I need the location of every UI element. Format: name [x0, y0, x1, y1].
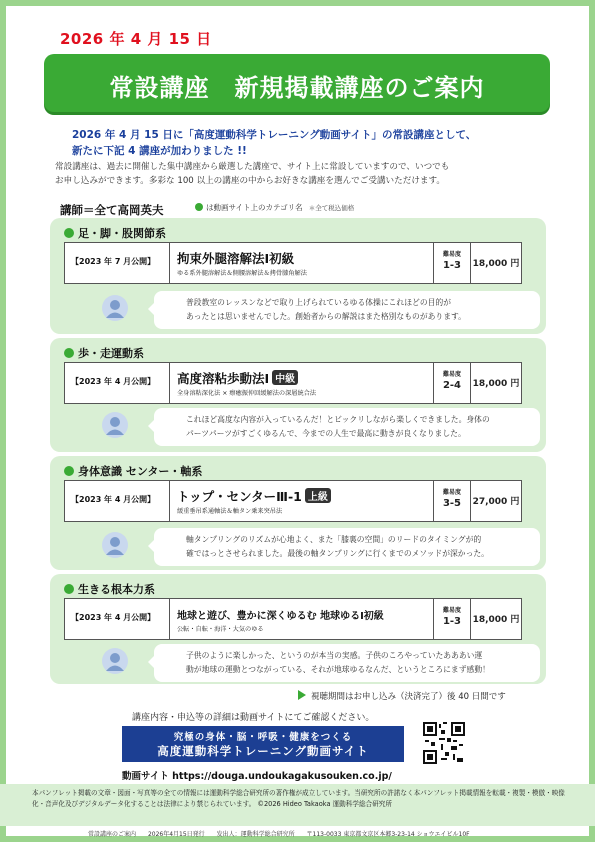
course-name-text: トップ・センターⅢ-1 [177, 489, 302, 504]
section-category: 身体意識 センター・軸系 [78, 465, 203, 478]
level-badge: 中級 [272, 370, 298, 385]
difficulty-value: 2-4 [442, 380, 462, 391]
testimonial-line-2: パーツパーツがすごくゆるんで、今までの人生で最高に動きが良くなりました。 [186, 429, 466, 438]
course-name-text: 拘束外腿溶解法Ⅰ初級 [177, 251, 295, 266]
section-title [64, 463, 202, 479]
section-title [64, 581, 155, 597]
course-published: 【2023 年 4 月公開】 [71, 613, 156, 622]
section-root-strength [50, 574, 546, 684]
course-price: 27,000 円 [472, 497, 520, 507]
qr-code-icon[interactable] [423, 722, 465, 764]
difficulty [435, 369, 469, 391]
divider [169, 481, 170, 521]
footer-address: 〒113-0033 東京都文京区本郷3-23-14 ショウエイビル10F [306, 831, 470, 838]
category-note [195, 202, 354, 213]
site-banner[interactable] [122, 726, 404, 762]
difficulty-value: 3-5 [442, 498, 462, 509]
banner-tagline: 究極の身体・脳・呼吸・健康をつくる [173, 732, 353, 743]
triangle-right-icon [298, 690, 306, 700]
testimonial-line-2: 動が地球の運動とつながっている、それが地球ゆるなんだ、というところにまず感動！ [186, 665, 490, 674]
section-title [64, 225, 166, 241]
course-price: 18,000 円 [472, 259, 520, 269]
course-price: 18,000 円 [472, 379, 520, 389]
difficulty-label: 難易度 [442, 251, 461, 258]
course-name-text: 地球と遊び、豊かに深くゆるむ 地球ゆるⅠ初級 [177, 611, 384, 622]
testimonial-line-2: あったとは思いませんでした。創始者からの解説はまた格別なものがあります。 [186, 312, 466, 321]
testimonial-line-2: 確ではっとさせられました。最後の軸タンプリングに行くまでのメソッドが深かった。 [186, 549, 489, 558]
divider [169, 363, 170, 403]
section-walking-running [50, 338, 546, 452]
teacher-row [60, 199, 355, 218]
issue-date: 2026 年 4 月 15 日 [60, 30, 212, 48]
testimonial-line-1: これほど高度な内容が入っているんだ！とビックリしながら楽しくできました。身体の [186, 415, 490, 424]
description-line-1: 常設講座は、過去に開催した集中講座から厳選した講座で、サイト上に常設していますので、いつでも [55, 162, 450, 172]
course-subtitle: 緩重垂吊系通軸法＆軸タン乗来突吊法 [177, 508, 283, 515]
viewing-period [298, 690, 506, 702]
course-card[interactable] [64, 362, 522, 404]
level-badge: 上級 [305, 488, 331, 503]
user-avatar-icon [102, 412, 128, 438]
title-banner [44, 54, 550, 112]
description-line-2: お申し込みができます。多彩な 100 以上の講座の中からお好きな講座を選んでご受講いただけます。 [55, 176, 446, 186]
tax-note: ＊全て税込価格 [308, 204, 355, 212]
banner-site-name: 高度運動科学トレーニング動画サイト [157, 744, 369, 758]
divider [433, 481, 434, 521]
divider [169, 243, 170, 283]
testimonial [154, 644, 540, 682]
course-name-text: 高度溶粘歩動法Ⅰ [177, 371, 270, 386]
description [55, 160, 545, 188]
section-category: 歩・走運動系 [78, 347, 144, 360]
difficulty-label: 難易度 [442, 371, 461, 378]
difficulty [435, 249, 469, 271]
testimonial [154, 528, 540, 566]
footer [88, 829, 480, 838]
viewing-period-text: 視聴期間はお申し込み（決済完了）後 40 日間です [311, 692, 506, 702]
testimonial [154, 291, 540, 329]
course-published: 【2023 年 4 月公開】 [71, 377, 156, 386]
divider [433, 243, 434, 283]
site-url[interactable]: 動画サイト https://douga.undoukagakusouken.co.jp/ [122, 771, 392, 782]
footer-issued: 2026年4月15日発行 [147, 831, 205, 838]
testimonial [154, 408, 540, 446]
category-note-text: は動画サイト上のカテゴリ名 [206, 203, 303, 212]
section-category: 生きる根本力系 [78, 583, 155, 596]
category-dot-icon [195, 203, 203, 211]
section-title [64, 345, 144, 361]
difficulty-label: 難易度 [442, 607, 461, 614]
lead-line-2: 新たに下記 4 講座が加わりました !! [72, 145, 247, 157]
difficulty [435, 487, 469, 509]
copyright-text: 本パンフレット掲載の文章・図面・写真等の全ての情報には運動科学総合研究所の著作権が成立しています。当研究所の許諾なく本パンフレット掲載情報を転載・複製・模倣・映像化・音声化及びデジタルデータ化することは法律により禁じられています。 ©2026 Hideo Takaoka 運動科学総合研究所 [32, 789, 565, 808]
category-dot-icon [64, 228, 74, 238]
user-avatar-icon [102, 295, 128, 321]
course-name [177, 249, 294, 267]
lead-text [72, 127, 476, 159]
difficulty [435, 605, 469, 627]
course-published: 【2023 年 7 月公開】 [71, 257, 156, 266]
section-body-awareness [50, 456, 546, 570]
category-dot-icon [64, 466, 74, 476]
copyright-notice [0, 784, 595, 826]
course-published: 【2023 年 4 月公開】 [71, 495, 156, 504]
divider [433, 599, 434, 639]
course-name [177, 369, 298, 387]
course-card[interactable] [64, 480, 522, 522]
course-card[interactable] [64, 242, 522, 284]
footer-publisher: 发出人：運動科学総合研究所 [216, 831, 295, 838]
testimonial-line-1: 子供のように楽しかった、というのが本当の実感。子供のころやっていたあああい運 [186, 651, 483, 660]
course-subtitle: 公転・自転・海洋・大気のゆる [177, 626, 264, 633]
divider [433, 363, 434, 403]
course-card[interactable] [64, 598, 522, 640]
footer-doc-name: 常設講座のご案内 [88, 831, 137, 838]
difficulty-value: 1-3 [442, 260, 462, 271]
lead-line-1: 2026 年 4 月 15 日に「高度運動科学トレーニング動画サイト」の常設講座として、 [72, 129, 477, 141]
course-subtitle: 全身溶粘深化法 × 瘵癒振仲回緩解法の深層統合法 [177, 390, 317, 397]
user-avatar-icon [102, 648, 128, 674]
difficulty-value: 1-3 [442, 616, 462, 627]
course-subtitle: ゆる系外腿溶解法＆側腰溶解法＆拷骨膝角解法 [177, 270, 307, 277]
page-title: 常設講座 新規掲載講座のご案内 [109, 74, 485, 102]
course-name [177, 607, 384, 622]
course-price: 18,000 円 [472, 615, 520, 625]
section-legs-hips [50, 218, 546, 334]
difficulty-label: 難易度 [442, 489, 461, 496]
category-dot-icon [64, 348, 74, 358]
course-name [177, 487, 331, 505]
category-dot-icon [64, 584, 74, 594]
teacher-label: 講師＝全て高岡英夫 [60, 203, 164, 217]
contact-note: 講座内容・申込等の詳細は動画サイトにてご確認ください。 [132, 713, 375, 723]
testimonial-line-1: 普段教室のレッスンなどで取り上げられているゆる体操にこれほどの目的が [186, 298, 452, 307]
section-category: 足・脚・股関節系 [78, 227, 166, 240]
testimonial-line-1: 軸タンプリングのリズムが心地よく、また「膝裏の空間」のリードのタイミングが的 [186, 535, 482, 544]
user-avatar-icon [102, 532, 128, 558]
divider [169, 599, 170, 639]
